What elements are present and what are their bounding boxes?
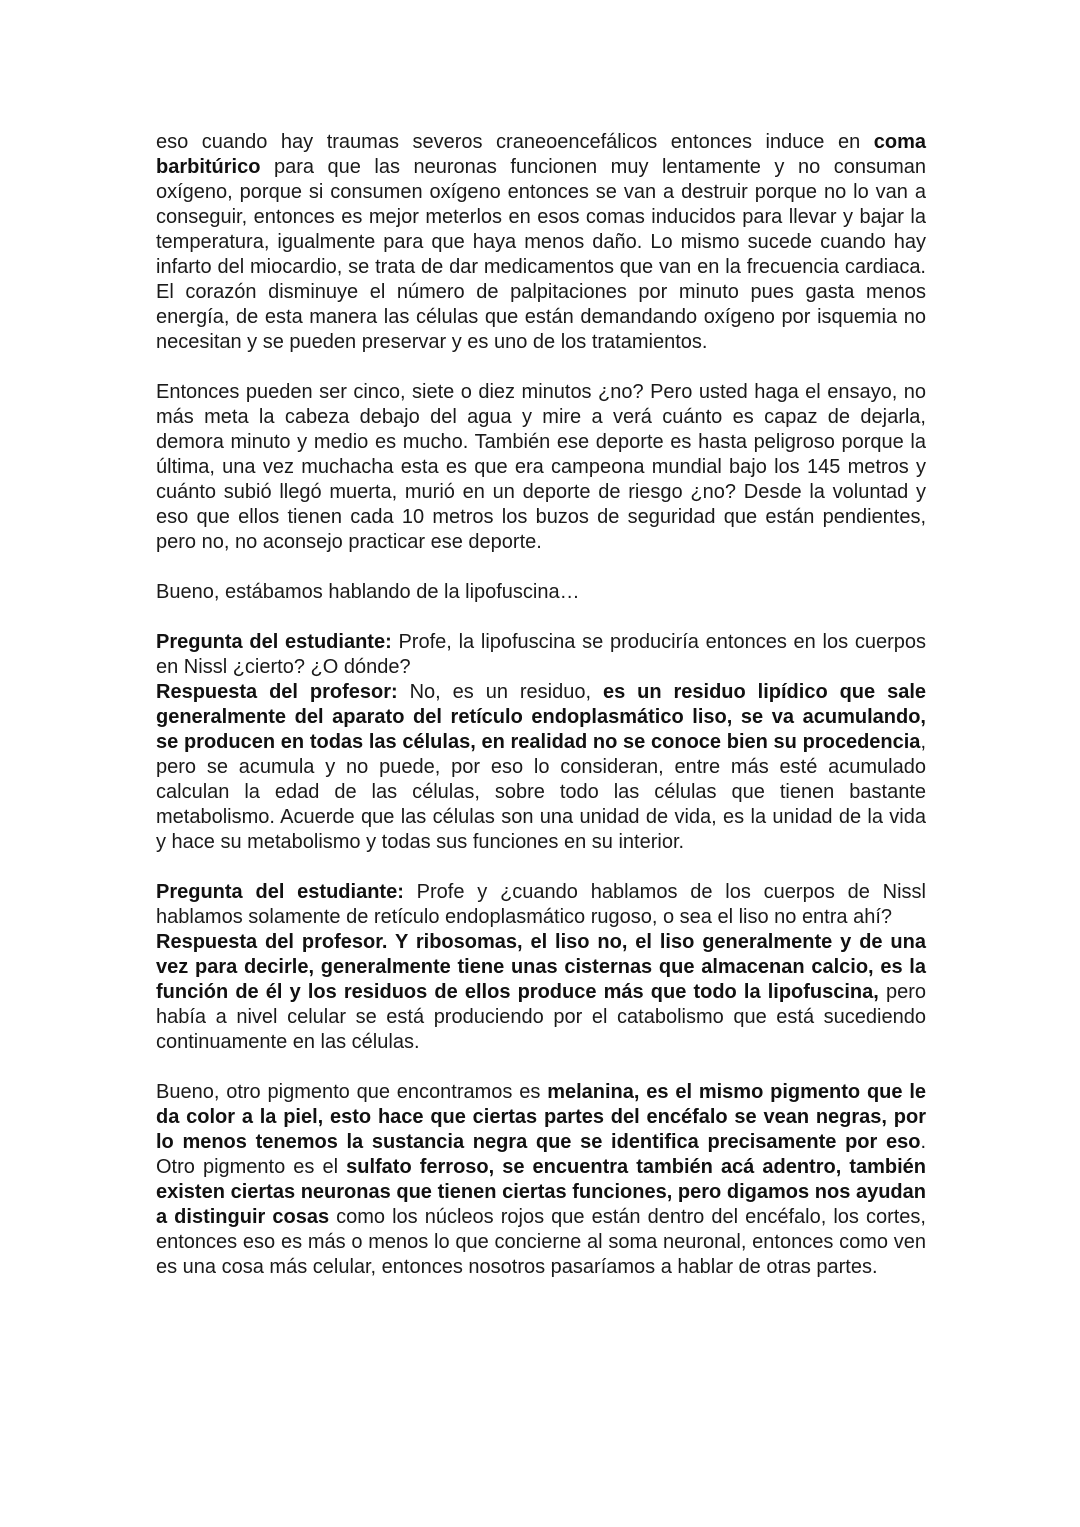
bold-text: Respuesta del profesor. Y ribosomas, el liso no, el liso generalmente y de una vez para decirle, generalmente tiene unas cisternas que almacenan calcio, es la función de él y los residuos de ellos produce más que todo la lipofuscina, — [156, 931, 926, 1003]
bold-text: Respuesta del profesor: — [156, 681, 398, 703]
bold-text: sulfato ferroso, se encuentra también acá adentro, también existen ciertas neuronas que tienen ciertas funciones, pero digamos nos ayudan a distinguir cosas — [156, 1156, 927, 1228]
professor-answer — [156, 680, 926, 855]
text-run: para que las neuronas funcionen muy lentamente y no consuman oxígeno, porque si consumen oxígeno entonces se van a destruir porque no lo van a conseguir, entonces es mejor meterlos en esos comas inducidos para llevar y bajar la temperatura, igualmente para que haya menos daño. Lo mismo sucede cuando hay infarto del miocardio, se trata de dar medicamentos que van en la frecuencia cardiaca. El corazón disminuye el número de palpitaciones por minuto pues gasta menos energía, de esta manera las células que están demandando oxígeno por isquemia no necesitan y se pueden preservar y es uno de los tratamientos. — [156, 156, 926, 353]
qa-block-nissl — [156, 880, 926, 1055]
text-run: Profe, la lipofuscina se produciría entonces en los cuerpos en Nissl ¿cierto? ¿O dónde? — [156, 631, 926, 678]
paragraph-apnea — [156, 380, 926, 555]
text-run: Bueno, otro pigmento que encontramos es — [156, 1081, 548, 1103]
professor-answer — [156, 930, 926, 1055]
text-run: Entonces pueden ser cinco, siete o diez minutos ¿no? Pero usted haga el ensayo, no más meta la cabeza debajo del agua y mire a verá cuánto es capaz de dejarla, demora minuto y medio es mucho. También ese deporte es hasta peligroso porque la última, una vez muchacha esta es que era campeona mundial bajo los 145 metros y cuánto subió llegó muerta, murió en un deporte de riesgo ¿no? Desde la voluntad y eso que ellos tienen cada 10 metros los buzos de seguridad que están pendientes, pero no, no aconsejo practicar ese deporte. — [156, 381, 926, 553]
bold-text: es un residuo lipídico que sale generalmente del aparato del retículo endoplasmático liso, se va acumulando, se producen en todas las células, en realidad no se conoce bien su procedencia — [156, 681, 926, 753]
student-question — [156, 880, 926, 930]
paragraph-pigmentos — [156, 1080, 926, 1280]
text-run: , pero se acumula y no puede, por eso lo consideran, entre más esté acumulado calculan la edad de las células, sobre todo las células que tienen bastante metabolismo. Acuerde que las células son una unidad de vida, es la unidad de la vida y hace su metabolismo y todas sus funciones en su interior. — [156, 731, 926, 853]
text-run: eso cuando hay traumas severos craneoencefálicos entonces induce en — [156, 131, 874, 153]
bold-text: melanina, es el mismo pigmento que le da color a la piel, esto hace que ciertas partes del encéfalo se vean negras, por lo menos tenemos la sustancia negra que se identifica precisamente por eso — [156, 1081, 927, 1153]
text-run: Profe y ¿cuando hablamos de los cuerpos de Nissl hablamos solamente de retículo endoplasmático rugoso, o sea el liso no entra ahí? — [156, 881, 927, 928]
qa-block-lipofuscina — [156, 630, 926, 855]
text-run: como los núcleos rojos que están dentro del encéfalo, los cortes, entonces eso es más o menos lo que concierne al soma neuronal, entonces como ven es una cosa más celular, entonces nosotros pasaríamos a hablar de otras partes. — [156, 1206, 926, 1278]
text-run: . Otro pigmento es el — [156, 1131, 926, 1178]
bold-text: Pregunta del estudiante: — [156, 631, 392, 653]
text-run: No, es un residuo, — [397, 681, 603, 703]
document-body — [156, 130, 926, 1280]
student-question — [156, 630, 926, 680]
text-run: Bueno, estábamos hablando de la lipofuscina… — [156, 581, 580, 603]
paragraph-coma-barbiturico — [156, 130, 926, 355]
text-run: pero había a nivel celular se está produciendo por el catabolismo que está sucediendo continuamente en las células. — [156, 981, 926, 1053]
paragraph-lipofuscina-intro — [156, 580, 926, 605]
bold-text: coma barbitúrico — [156, 131, 926, 178]
bold-text: Pregunta del estudiante: — [156, 881, 404, 903]
